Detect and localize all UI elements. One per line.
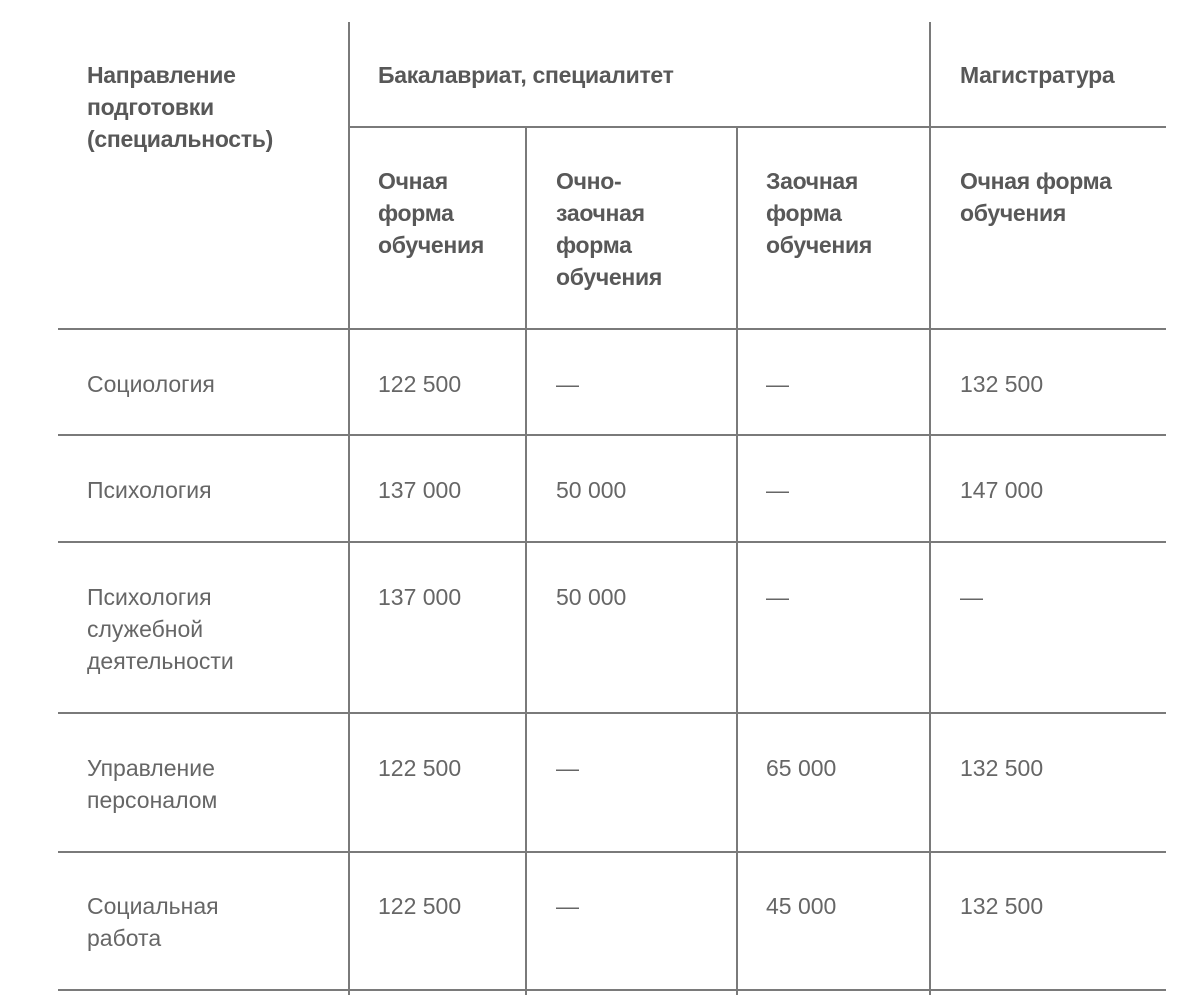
divider <box>58 434 1166 436</box>
cell: 122 500 <box>378 755 462 781</box>
header-master: Магистратура <box>960 62 1115 88</box>
divider <box>58 541 1166 543</box>
cell: 132 500 <box>960 893 1044 919</box>
divider <box>929 22 931 995</box>
divider <box>58 328 1166 330</box>
cell: 137 000 <box>378 584 462 610</box>
header-direction: Направление подготовки (специальность) <box>87 62 273 152</box>
cell: 65 000 <box>766 755 837 781</box>
cell: — <box>766 477 789 503</box>
divider <box>525 127 527 995</box>
divider <box>58 851 1166 853</box>
cell: 132 500 <box>960 755 1044 781</box>
cell: 132 500 <box>960 371 1044 397</box>
row-name: Социальная работа <box>87 893 219 951</box>
header-bachelor-full-time: Очная форма обучения <box>378 168 484 258</box>
row-name: Управление персоналом <box>87 755 218 813</box>
divider <box>348 22 350 995</box>
cell: — <box>766 371 789 397</box>
header-master-full-time: Очная форма обучения <box>960 168 1112 226</box>
cell: 45 000 <box>766 893 837 919</box>
cell: — <box>766 584 789 610</box>
cell: — <box>556 755 579 781</box>
divider <box>58 712 1166 714</box>
cell: — <box>960 584 983 610</box>
header-bachelor-part-time: Очно- заочная форма обучения <box>556 168 662 290</box>
cell: 137 000 <box>378 477 462 503</box>
divider <box>736 127 738 995</box>
row-name: Психология <box>87 477 212 503</box>
divider <box>58 989 1166 991</box>
divider <box>348 126 1166 128</box>
row-name: Социология <box>87 371 215 397</box>
cell: — <box>556 371 579 397</box>
header-bachelor-extramural: Заочная форма обучения <box>766 168 872 258</box>
cell: 50 000 <box>556 584 627 610</box>
cell: 122 500 <box>378 893 462 919</box>
cell: — <box>556 893 579 919</box>
row-name: Психология служебной деятельности <box>87 584 234 674</box>
header-bachelor: Бакалавриат, специалитет <box>378 62 674 88</box>
cell: 50 000 <box>556 477 627 503</box>
cell: 122 500 <box>378 371 462 397</box>
cell: 147 000 <box>960 477 1044 503</box>
